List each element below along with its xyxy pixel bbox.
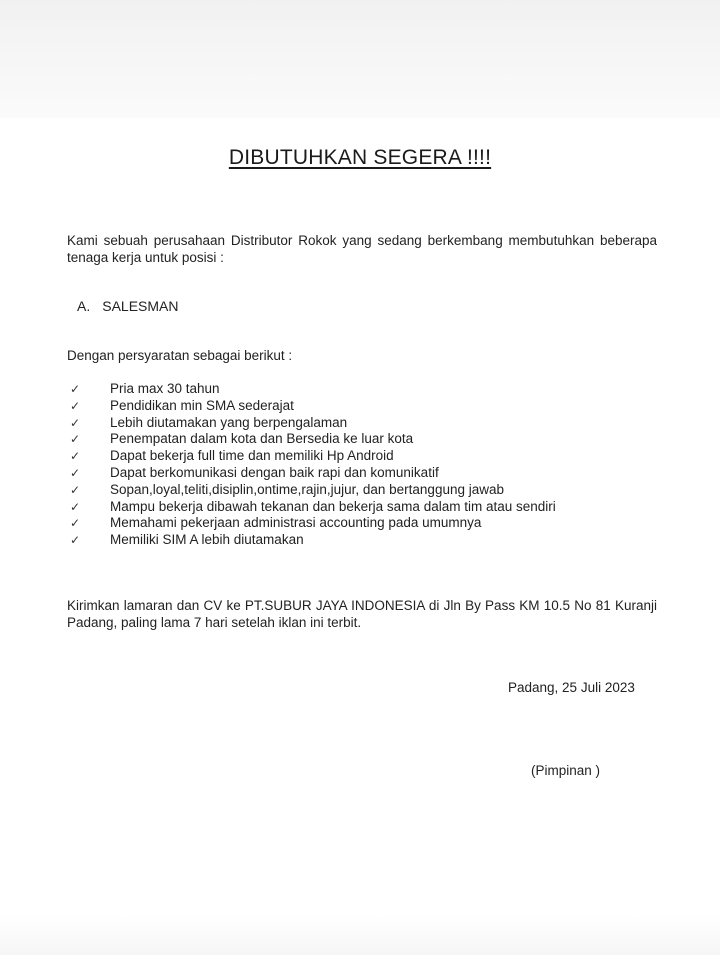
list-item: ✓ Sopan,loyal,teliti,disiplin,ontime,rajin,jujur, dan bertanggung jawab [70, 481, 504, 497]
list-item: ✓ Dapat bekerja full time dan memiliki Hp Android [70, 448, 394, 464]
checkmark-icon: ✓ [70, 482, 81, 497]
checkmark-icon: ✓ [70, 499, 81, 514]
list-item: ✓ Lebih diutamakan yang berpengalaman [70, 414, 348, 430]
application-instructions: Kirimkan lamaran dan CV ke PT.SUBUR JAYA INDONESIA di Jln By Pass KM 10.5 No 81 Kuranji Padang, paling lama 7 hari setelah iklan ini terbit. [67, 598, 657, 630]
intro-paragraph: Kami sebuah perusahaan Distributor Rokok yang sedang berkembang membutuhkan beberapa tenaga kerja untuk posisi : [67, 233, 657, 265]
signature-line: (Pimpinan ) [531, 763, 601, 778]
requirements-list [70, 381, 556, 549]
list-item: ✓ Memahami pekerjaan administrasi accounting pada umumnya [70, 515, 482, 531]
checkmark-icon: ✓ [70, 465, 81, 480]
date-line: Padang, 25 Juli 2023 [508, 680, 635, 695]
list-item: ✓ Dapat berkomunikasi dengan baik rapi dan komunikatif [70, 464, 439, 480]
checkmark-icon: ✓ [70, 415, 81, 430]
list-item: ✓ Penempatan dalam kota dan Bersedia ke luar kota [70, 431, 414, 447]
list-item: ✓ Pria max 30 tahun [70, 381, 220, 396]
list-item: ✓ Memiliki SIM A lebih diutamakan [70, 532, 304, 548]
list-item: ✓ Pendidikan min SMA sederajat [70, 397, 294, 413]
position-name: SALESMAN [102, 298, 179, 314]
checkmark-icon: ✓ [70, 398, 81, 413]
checkmark-icon: ✓ [70, 449, 81, 464]
position-letter: A. [77, 298, 91, 314]
document-title: DIBUTUHKAN SEGERA !!!! [228, 146, 492, 169]
list-item: ✓ Mampu bekerja dibawah tekanan dan bekerja sama dalam tim atau sendiri [70, 498, 556, 514]
checkmark-icon: ✓ [70, 382, 81, 396]
checkmark-icon: ✓ [70, 432, 81, 447]
checkmark-icon: ✓ [70, 516, 81, 531]
position-heading [77, 298, 178, 314]
checkmark-icon: ✓ [70, 533, 81, 548]
requirements-intro: Dengan persyaratan sebagai berikut : [67, 348, 293, 363]
